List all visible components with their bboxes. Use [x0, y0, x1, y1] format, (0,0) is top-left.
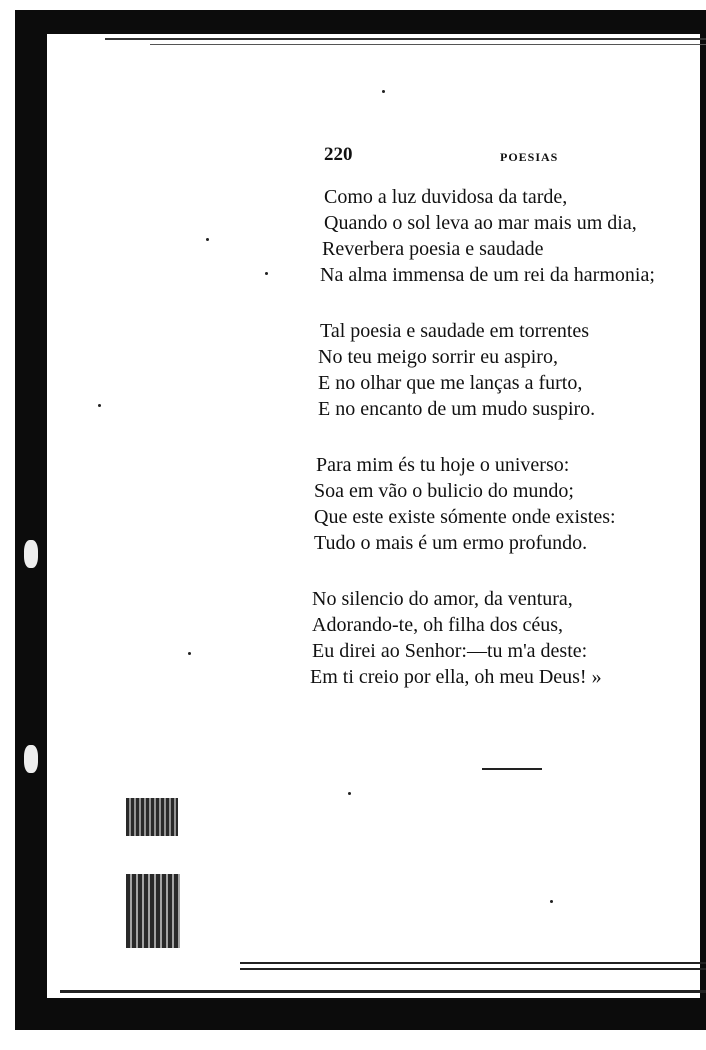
speck	[348, 792, 351, 795]
top-rule	[105, 38, 706, 40]
scan-border-top	[15, 10, 706, 34]
poem-line: Para mim és tu hoje o universo:	[316, 454, 570, 476]
bottom-rule	[240, 962, 706, 964]
bottom-rule-secondary	[240, 968, 706, 970]
poem-line: Soa em vão o bulicio do mundo;	[314, 480, 574, 502]
page-number: 220	[324, 144, 353, 165]
bottom-rule-outer	[60, 990, 706, 993]
page-header	[324, 144, 564, 168]
poem-line: No silencio do amor, da ventura,	[312, 588, 573, 610]
speck	[550, 900, 553, 903]
speck	[188, 652, 191, 655]
top-rule-secondary	[150, 44, 706, 45]
poem-line: Tal poesia e saudade em torrentes	[320, 320, 590, 342]
poem-line: Quando o sol leva ao mar mais um dia,	[324, 212, 637, 234]
stanza-3	[310, 452, 690, 556]
poem-line: E no encanto de um mudo suspiro.	[318, 398, 596, 420]
closing-rule	[482, 768, 542, 770]
scan-smudge	[126, 798, 178, 836]
poem-line: Em ti creio por ella, oh meu Deus! »	[310, 666, 602, 688]
poem-line: Que este existe sómente onde existes:	[314, 506, 616, 528]
binding-mark	[24, 745, 38, 773]
running-title: POESIAS	[500, 150, 559, 164]
poem-line: Na alma immensa de um rei da harmonia;	[320, 264, 655, 286]
scan-border-right	[700, 10, 706, 1030]
poem-line: Eu direi ao Senhor:—tu m'a deste:	[312, 640, 588, 662]
scan-border-bottom	[15, 998, 706, 1030]
stanza-2	[310, 318, 690, 422]
speck	[265, 272, 268, 275]
speck	[98, 404, 101, 407]
speck	[382, 90, 385, 93]
poem-line: Como a luz duvidosa da tarde,	[324, 186, 568, 208]
stanza-1	[310, 184, 690, 288]
poem	[310, 184, 690, 720]
poem-line: Adorando-te, oh filha dos céus,	[312, 614, 564, 636]
speck	[206, 238, 209, 241]
poem-line: Reverbera poesia e saudade	[322, 238, 544, 260]
binding-mark	[24, 540, 38, 568]
poem-line: E no olhar que me lanças a furto,	[318, 372, 583, 394]
poem-line: No teu meigo sorrir eu aspiro,	[318, 346, 558, 368]
poem-line: Tudo o mais é um ermo profundo.	[314, 532, 588, 554]
scan-border-left	[15, 10, 47, 1030]
stanza-4	[310, 586, 690, 690]
scan-smudge	[126, 874, 180, 948]
